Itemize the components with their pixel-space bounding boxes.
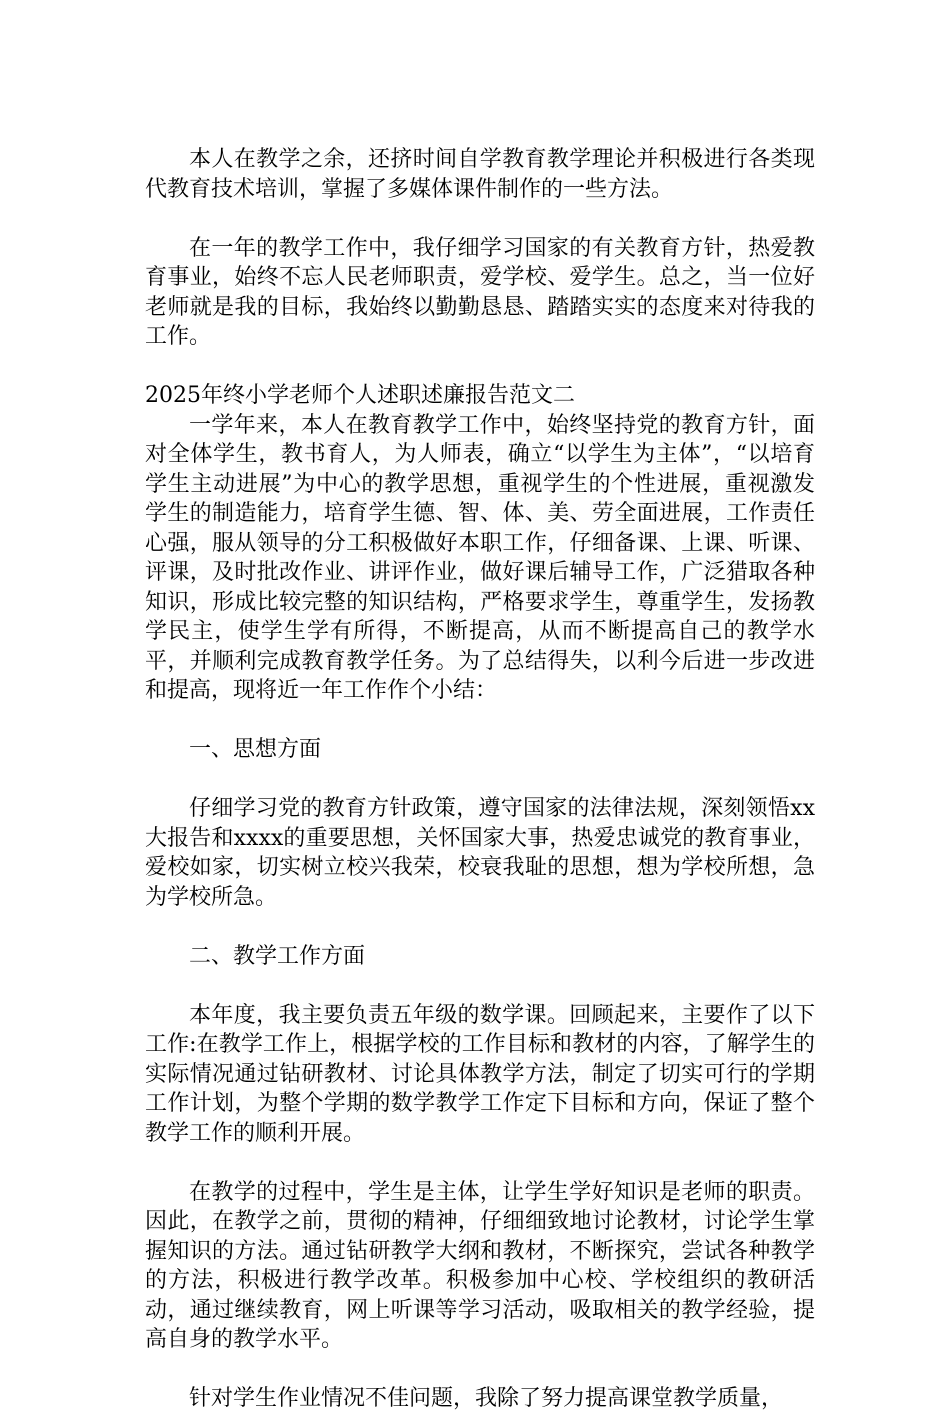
paragraph-gap: [145, 204, 815, 234]
paragraph-teaching-process: 在教学的过程中，学生是主体，让学生学好知识是老师的职责。因此，在教学之前，贯彻的精神，仔细细致地讨论教材，讨论学生掌握知识的方法。通过钻研教学大纲和教材，不断探究，尝试各种教学的方法，积极进行教学改革。积极参加中心校、学校组织的教研活动，通过继续教育，网上听课等学习活动，吸取相关的教学经验，提高自身的教学水平。: [145, 1179, 815, 1352]
paragraph-teaching-plan: 本年度，我主要负责五年级的数学课。回顾起来，主要作了以下工作:在教学工作上，根据学校的工作目标和教材的内容，了解学生的实际情况通过钻研教材、讨论具体教学方法，制定了切实可行的学期工作计划，为整个学期的数学教学工作定下目标和方向，保证了整个教学工作的顺利开展。: [145, 1002, 815, 1146]
document-body: [145, 145, 815, 1414]
paragraph-gap: [145, 706, 815, 736]
paragraph-gap: [145, 1148, 815, 1178]
paragraph-gap: [145, 352, 815, 382]
paragraph-gap: [145, 1355, 815, 1385]
paragraph-gap: [145, 765, 815, 795]
paragraph-gap: [145, 971, 815, 1001]
section-title: 2025年终小学老师个人述职述廉报告范文二: [145, 383, 575, 408]
paragraph-education-policy: 在一年的教学工作中，我仔细学习国家的有关教育方针，热爱教育事业，始终不忘人民老师职责，爱学校、爱学生。总之，当一位好老师就是我的目标，我始终以勤勤恳恳、踏踏实实的态度来对待我的工作。: [145, 235, 815, 349]
paragraph-thought: 仔细学习党的教育方针政策，遵守国家的法律法规，深刻领悟xx大报告和xxxx的重要思想，关怀国家大事，热爱忠诚党的教育事业，爱校如家，切实树立校兴我荣，校衰我耻的思想，想为学校所想，急为学校所急。: [145, 796, 815, 910]
paragraph-year-summary: 一学年来，本人在教育教学工作中，始终坚持党的教育方针，面对全体学生，教书育人，为人师表，确立“以学生为主体”，“以培育学生主动进展”为中心的教学思想，重视学生的个性进展，重视激发学生的制造能力，培育学生德、智、体、美、劳全面进展，工作责任心强，服从领导的分工积极做好本职工作，仔细备课、上课、听课、评课，及时批改作业、讲评作业，做好课后辅导工作，广泛猎取各种知识，形成比较完整的知识结构，严格要求学生，尊重学生，发扬教学民主，使学生学有所得，不断提高，从而不断提高自己的教学水平，并顺利完成教育教学任务。为了总结得失，以利今后进一步改进和提高，现将近一年工作作个小结：: [145, 412, 815, 703]
paragraph-gap: [145, 912, 815, 942]
paragraph-self-study: 本人在教学之余，还挤时间自学教育教学理论并积极进行各类现代教育技术培训，掌握了多媒体课件制作的一些方法。: [145, 147, 815, 202]
subheading-teaching: 二、教学工作方面: [189, 943, 366, 969]
paragraph-homework: 针对学生作业情况不佳问题，我除了努力提高课堂教学质量，: [189, 1386, 784, 1411]
subheading-thought: 一、思想方面: [189, 737, 322, 762]
